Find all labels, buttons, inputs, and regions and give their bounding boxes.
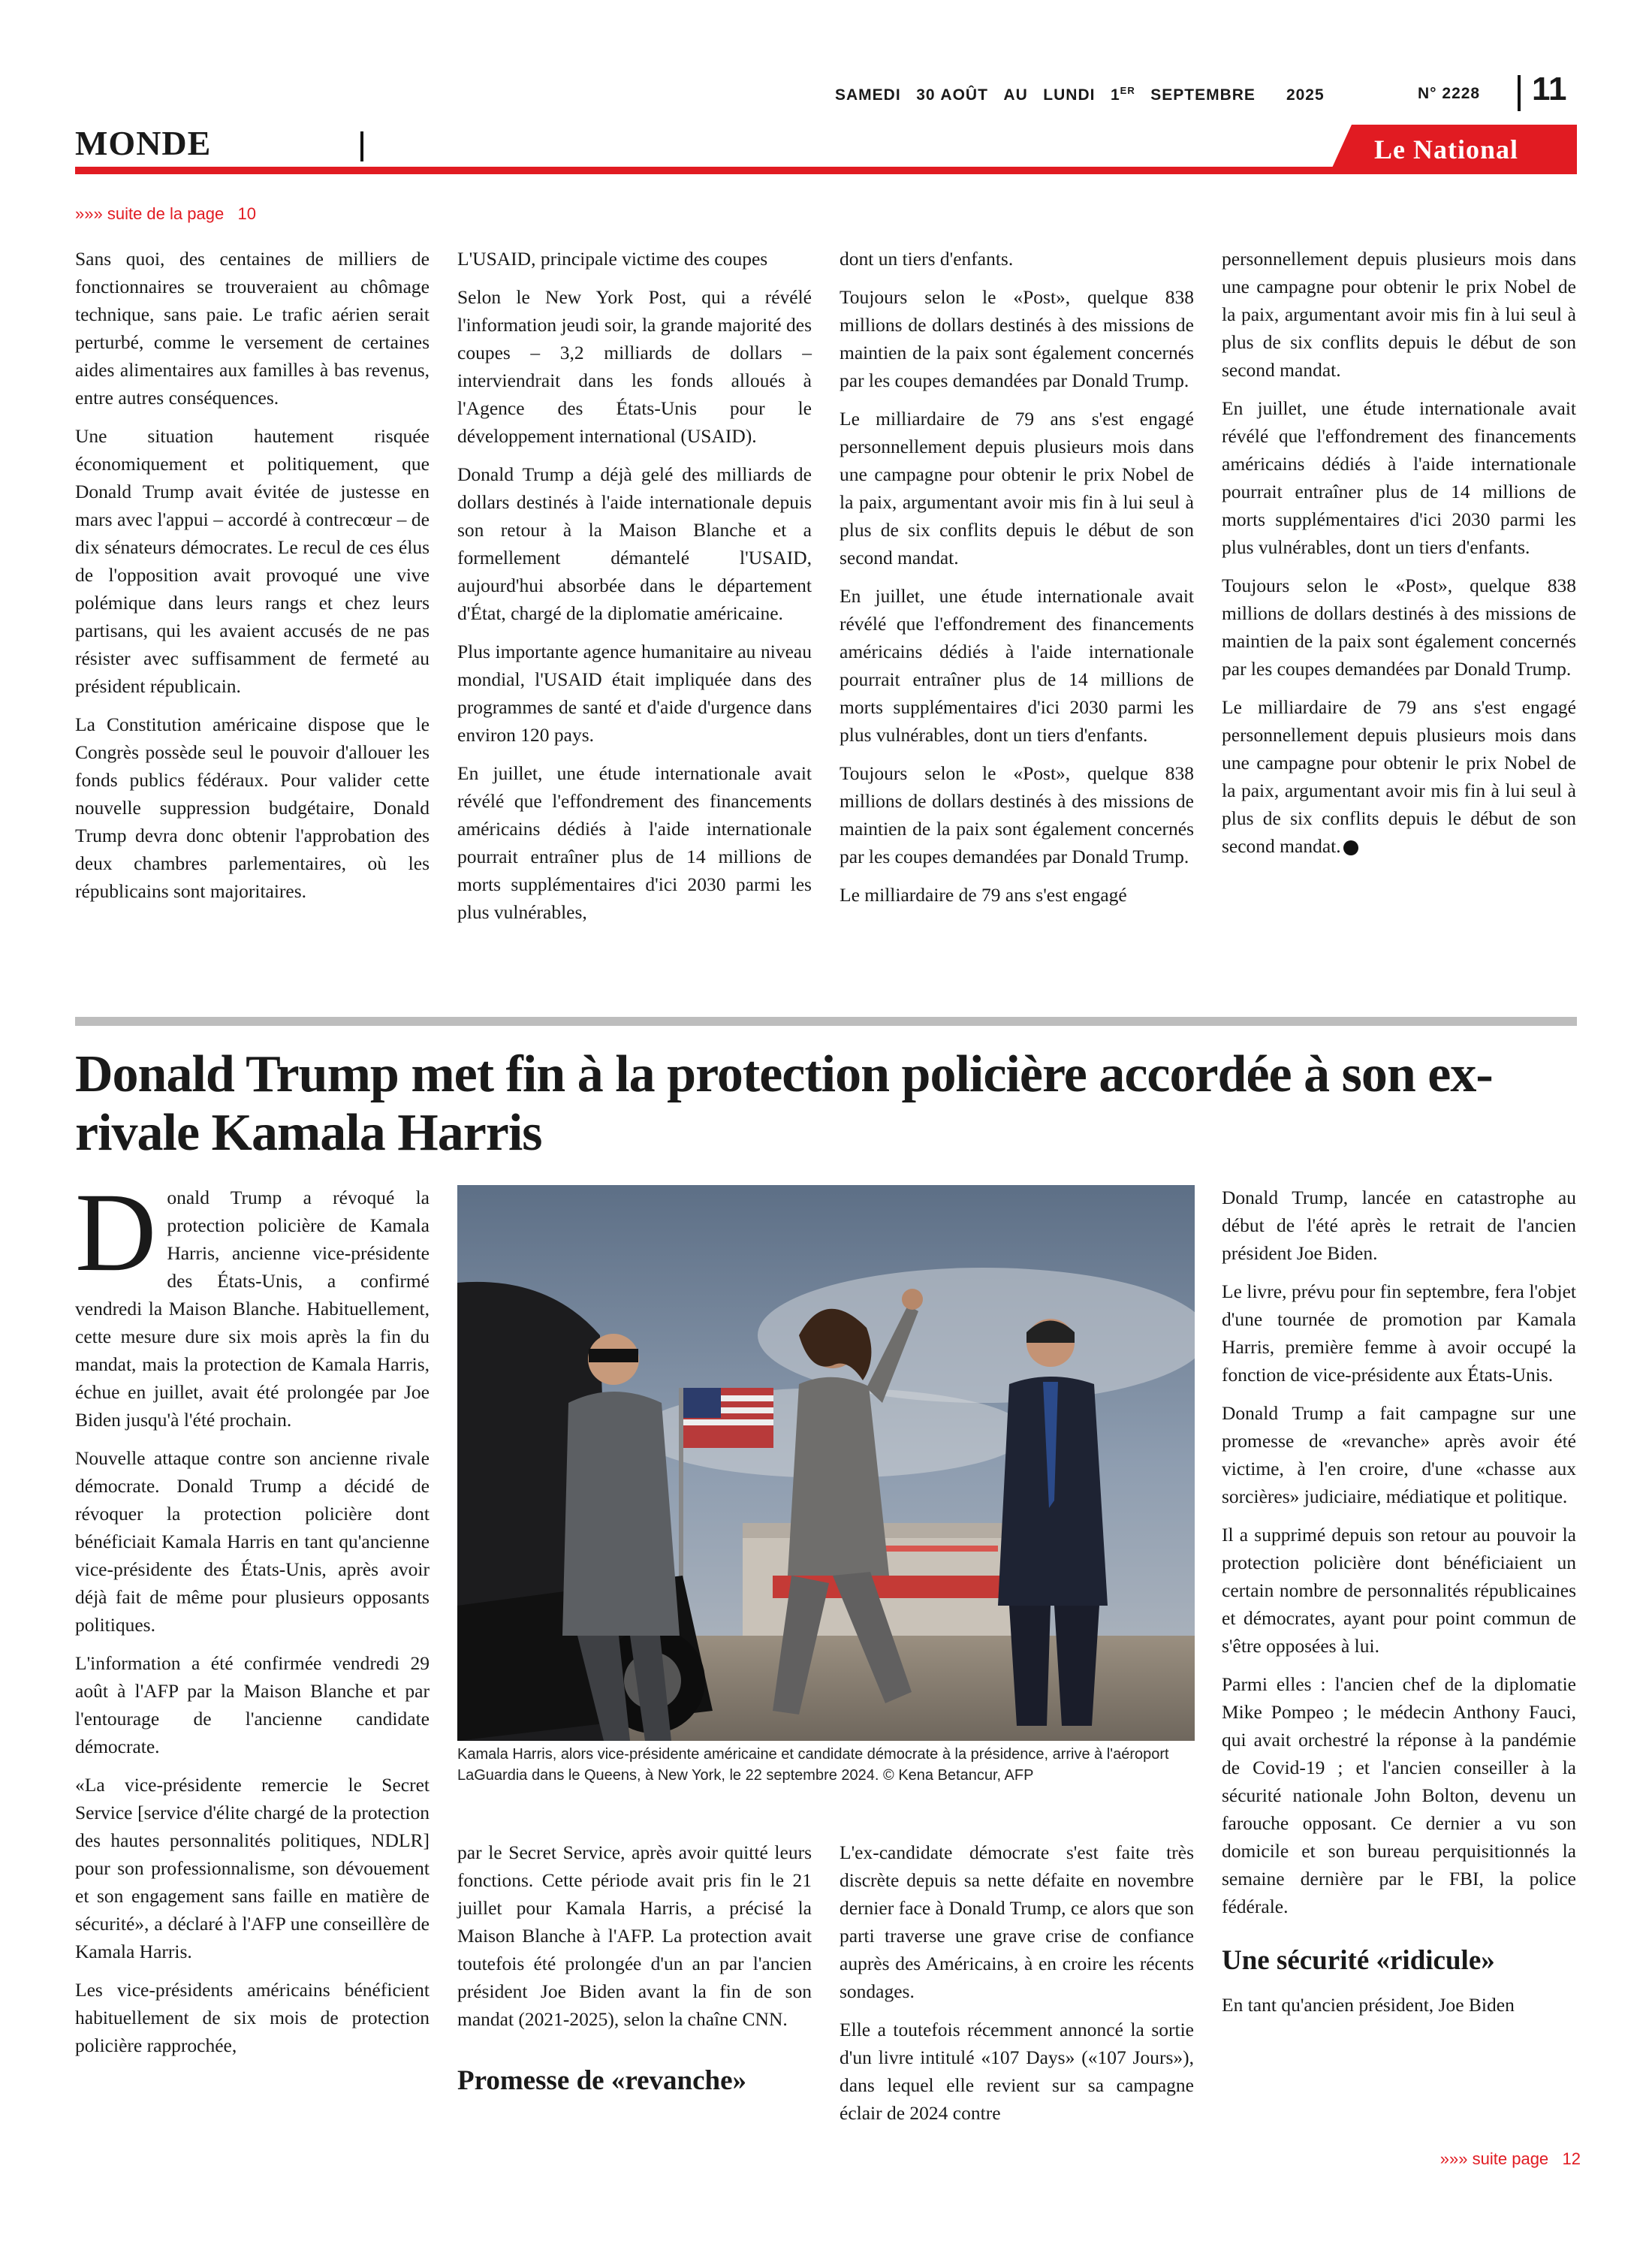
paragraph: En tant qu'ancien président, Joe Biden [1222, 1994, 1515, 2016]
main-article-col-2 [457, 1838, 812, 2098]
paragraph: Parmi elles : l'ancien chef de la diplomatie Mike Pompeo ; le médecin Anthony Fauci, qui avait orchestré la réponse à la pandémie de Covid-19 ; et l'ancien conseiller à la sécurité nationale John Bolton, devenu un farouche opposant. Ce dernier a vu son domicile et son bureau perquisitionnés la semaine dernière par le FBI, la police fédérale. [1222, 1673, 1576, 1917]
paragraph: En juillet, une étude internationale avait révélé que l'effondrement des financements américains dédiés à l'aide internationale pourrait entraîner plus de 14 millions de morts supplémentaires d'ici 2030 parmi les plus vulnérables, [457, 762, 812, 923]
paragraph: En juillet, une étude internationale avait révélé que l'effondrement des financements américains dédiés à l'aide internationale pourrait entraîner plus de 14 millions de morts supplémentaires d'ici 2030 parmi les plus vulnérables, dont un tiers d'enfants. [1222, 397, 1576, 558]
issue-number: N° 2228 [1418, 85, 1481, 102]
paragraph: Plus importante agence humanitaire au niveau mondial, l'USAID était impliquée dans des programmes de santé et d'aide d'urgence dans environ 120 pays. [457, 641, 812, 746]
main-article-col-1 [75, 1170, 430, 2070]
section-title: MONDE [75, 124, 212, 162]
paragraph: Toujours selon le «Post», quelque 838 millions de dollars destinés à des missions de maintien de la paix sont également concernés par les coupes demandées par Donald Trump. [1222, 575, 1576, 680]
continued-from[interactable]: »»» suite de la page 10 [75, 204, 257, 223]
paragraph: Donald Trump, lancée en catastrophe au début de l'été après le retrait de l'ancien président Joe Biden. [1222, 1187, 1576, 1264]
top-article-col-3 [840, 245, 1194, 919]
paragraph: personnellement depuis plusieurs mois dans une campagne pour obtenir le prix Nobel de la paix, argumentant avoir mis fin à lui seul à plus de six conflits depuis le début de son second mandat. [1222, 248, 1576, 381]
paragraph: Les vice-présidents américains bénéficient habituellement de six mois de protection policière rapprochée, [75, 1979, 430, 2056]
paragraph: par le Secret Service, après avoir quitté leurs fonctions. Cette période avait pris fin le 21 juillet pour Kamala Harris, a précisé la Maison Blanche à l'AFP. La protection avait toutefois été prolongée d'un an par l'ancien président Joe Biden avant la fin de son mandat (2021-2025), selon la chaîne CNN. [457, 1841, 812, 2030]
paragraph: Le milliardaire de 79 ans s'est engagé [840, 884, 1127, 906]
paragraph: Toujours selon le «Post», quelque 838 millions de dollars destinés à des missions de maintien de la paix sont également concernés par les coupes demandées par Donald Trump. [840, 286, 1194, 391]
paragraph: Sans quoi, des centaines de milliers de fonctionnaires se trouveraient au chômage technique, sans paie. Le trafic aérien serait perturbé, comme le versement de certaines aides alimentaires aux familles à bas revenus, entre autres conséquences. [75, 248, 430, 409]
photo-caption: Kamala Harris, alors vice-présidente américaine et candidate démocrate à la présidence, arrive à l'aéroport LaGuardia dans le Queens, à New York, le 22 septembre 2024. © Kena Betancur, AFP [457, 1746, 1169, 1784]
article-divider [75, 1017, 1577, 1026]
top-article-col-4 [1222, 245, 1576, 870]
continued-to[interactable]: »»» suite page 12 [1439, 2149, 1581, 2168]
section-divider [360, 131, 363, 161]
lead-paragraph: Donald Trump a révoqué la protection policière de Kamala Harris, ancienne vice-présidente des États-Unis, a confirmé vendredi la Maison Blanche. Habituellement, cette mesure dure six mois après la fin du mandat, mais la protection de Kamala Harris, échue en juillet, avait été prolongée par Joe Biden jusqu'à l'été prochain. [75, 1170, 430, 1431]
paragraph: Donald Trump a fait campagne sur une promesse de «revanche» après avoir été victime, à l'en croire, d'une «chasse aux sorcières» judiciaire, médiatique et politique. [1222, 1402, 1576, 1507]
brand-logo: Le National [1374, 134, 1519, 164]
paragraph: Le milliardaire de 79 ans s'est engagé personnellement depuis plusieurs mois dans une campagne pour obtenir le prix Nobel de la paix, argumentant avoir mis fin à lui seul à plus de six conflits depuis le début de son second mandat. [840, 408, 1194, 569]
paragraph: Il a supprimé depuis son retour au pouvoir la protection policière dont bénéficiaient un certain nombre de personnalités républicaines et démocrates, ayant pour point commun de s'être opposées à lui. [1222, 1524, 1576, 1657]
end-of-article-icon [1343, 840, 1358, 855]
paragraph: Une situation hautement risquée économiquement et politiquement, que Donald Trump avait évitée de justesse en mars avec l'appui – accordé à contrecœur – de dix sénateurs démocrates. Le recul de ces élus de l'opposition avait provoqué une vive polémique dans leurs rangs et chez leurs partisans, qui les avaient accusés de ne pas résister avec suffisamment de fermeté au président républicain. [75, 425, 430, 697]
paragraph: Nouvelle attaque contre son ancienne rivale démocrate. Donald Trump a décidé de révoquer la protection policière dont bénéficiait Kamala Harris en tant qu'ancienne vice-présidente des États-Unis, après avoir déjà fait de même pour plusieurs opposants politiques. [75, 1447, 430, 1636]
paragraph: L'USAID, principale victime des coupes [457, 248, 768, 270]
main-headline: Donald Trump met fin à la protection policière accordée à son ex-rivale Kamala Harris [75, 1045, 1493, 1162]
paragraph: Selon le New York Post, qui a révélé l'information jeudi soir, la grande majorité des coupes – 3,2 milliards de dollars – interviendrait dans les fonds alloués à l'Agence des États-Unis pour le développement international (USAID). [457, 286, 812, 447]
subheading-revanche: Promesse de «revanche» [457, 2065, 746, 2096]
paragraph: En juillet, une étude internationale avait révélé que l'effondrement des financements américains dédiés à l'aide internationale pourrait entraîner plus de 14 millions de morts supplémentaires d'ici 2030 parmi les plus vulnérables, dont un tiers d'enfants. [840, 585, 1194, 746]
paragraph: Elle a toutefois récemment annoncé la sortie d'un livre intitulé «107 Days» («107 Jours»), dans lequel elle revient sur sa campagne éclair de 2024 contre [840, 2019, 1194, 2124]
paragraph: Toujours selon le «Post», quelque 838 millions de dollars destinés à des missions de maintien de la paix sont également concernés par les coupes demandées par Donald Trump. [840, 762, 1194, 867]
paragraph: L'ex-candidate démocrate s'est faite très discrète depuis sa nette défaite en novembre dernier face à Donald Trump, ce alors que son parti traverse une grave crise de confiance auprès des Américains, à en croire les récents sondages. [840, 1841, 1194, 2002]
article-photo [457, 1185, 1195, 1741]
paragraph: Le livre, prévu pour fin septembre, fera l'objet d'une tournée de promotion par Kamala Harris, première femme à avoir occupé la fonction de vice-présidente aux États-Unis. [1222, 1280, 1576, 1386]
paragraph: «La vice-présidente remercie le Secret Service [service d'élite chargé de la protection des hautes personnalités politiques, NDLR] pour son professionnalisme, son dévouement et son engagement sans faille en matière de sécurité», a déclaré à l'AFP une conseillère de Kamala Harris. [75, 1774, 430, 1962]
paragraph: Le milliardaire de 79 ans s'est engagé personnellement depuis plusieurs mois dans une campagne pour obtenir le prix Nobel de la paix, argumentant avoir mis fin à lui seul à plus de six conflits depuis le début de son second mandat. [1222, 696, 1576, 857]
page-number: 11 [1532, 71, 1567, 107]
subheading-securite: Une sécurité «ridicule» [1222, 1945, 1495, 1976]
photo-illustration [457, 1185, 1195, 1741]
header-divider [1518, 75, 1521, 111]
top-article-col-1 [75, 245, 430, 915]
drop-cap: D [75, 1170, 157, 1295]
paragraph: Donald Trump a déjà gelé des milliards de dollars destinés à l'aide internationale depuis son retour à la Maison Blanche et a formellement démantelé l'USAID, aujourd'hui absorbée dans le département d'État, chargé de la diplomatie américaine. [457, 463, 812, 624]
main-article-col-3 [840, 1838, 1194, 2137]
paragraph: La Constitution américaine dispose que le Congrès possède seul le pouvoir d'allouer les fonds publics fédéraux. Pour valider cette nouvelle suppression budgétaire, Donald Trump devra donc obtenir l'approbation des deux chambres parlementaires, où les républicains sont majoritaires. [75, 713, 430, 902]
main-article-col-4 [1222, 1184, 1576, 2029]
top-article-col-2 [457, 245, 812, 936]
paragraph: dont un tiers d'enfants. [840, 248, 1014, 270]
paragraph: L'information a été confirmée vendredi 29 août à l'AFP par la Maison Blanche et par l'entourage de l'ancienne candidate démocrate. [75, 1652, 430, 1757]
issue-date: SAMEDI 30 AOÛT AU LUNDI 1ER SEPTEMBRE 2025 [835, 85, 1325, 104]
